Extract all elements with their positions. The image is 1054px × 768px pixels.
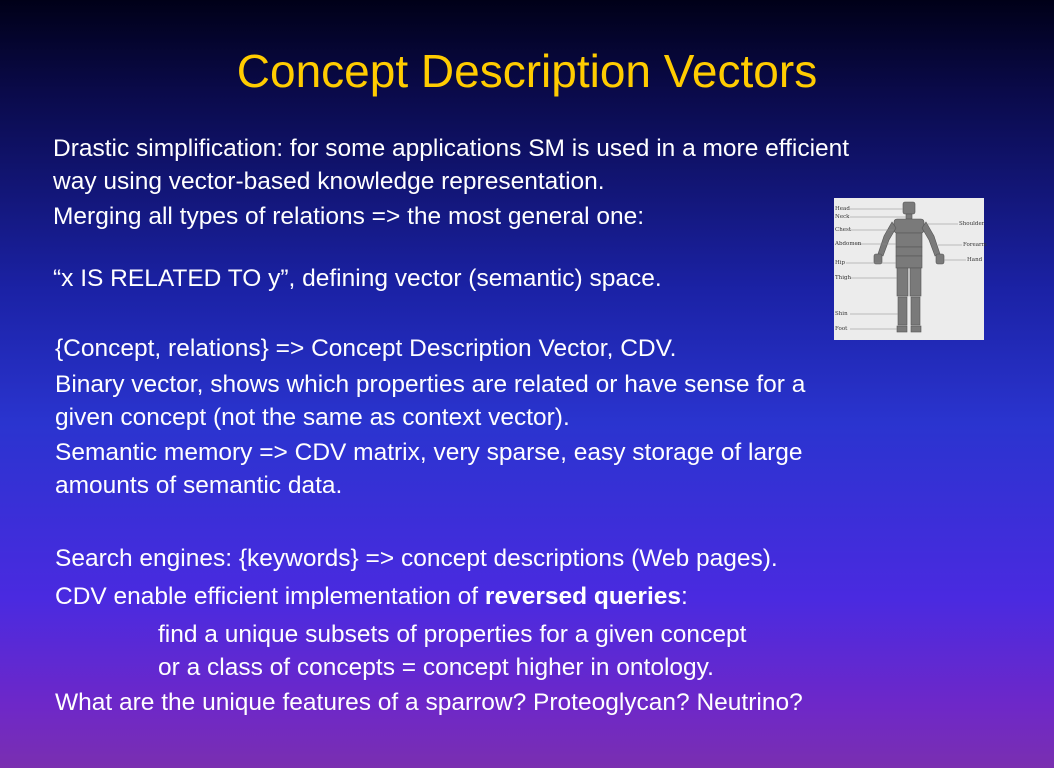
p9 [158,618,746,684]
p6-line1: Semantic memory => CDV matrix, very sparse, easy storage of large [55,439,803,466]
label-hand: Hand [967,257,983,263]
label-neck: Neck [835,214,850,220]
label-shin: Shin [835,311,848,317]
p1-line2: way using vector-based knowledge representation. [53,168,605,195]
p6-line2: amounts of semantic data. [55,472,343,499]
label-forearm: Forearm [963,242,987,248]
p9-line1: find a unique subsets of properties for a given concept [158,621,747,648]
label-hip: Hip [835,260,846,266]
label-abdomen: Abdomen [835,241,862,247]
p8 [55,580,688,613]
text-line [53,132,849,198]
body-parts-figure [834,198,987,340]
label-chest: Chest [835,227,852,233]
body-diagram [834,198,987,340]
p4: {Concept, relations} => Concept Description Vector, CDV. [55,335,677,362]
p6 [55,436,803,502]
p1-line1: Drastic simplification: for some applications SM is used in a more efficient [53,135,850,162]
p9-line2: or a class of concepts = concept higher in ontology. [158,654,714,681]
p3: “x IS RELATED TO y”, defining vector (semantic) space. [53,265,662,292]
p5-line2: given concept (not the same as context vector). [55,404,570,431]
label-head: Head [835,206,850,212]
p5-line1: Binary vector, shows which properties are related or have sense for a [55,371,806,398]
p10: What are the unique features of a sparrow? Proteoglycan? Neutrino? [55,689,803,716]
label-foot: Foot [835,326,848,332]
label-shoulder: Shoulder [959,221,985,227]
p2: Merging all types of relations => the most general one: [53,203,645,230]
p5 [55,368,805,434]
label-thigh: Thigh [835,275,852,281]
p7: Search engines: {keywords} => concept descriptions (Web pages). [55,545,778,572]
slide-title: Concept Description Vectors [236,45,818,97]
p8-pre: CDV enable efficient implementation of [55,583,485,610]
p8-bold: reversed queries [484,583,682,610]
body-silhouette [874,202,944,332]
p8-post: : [681,583,688,610]
